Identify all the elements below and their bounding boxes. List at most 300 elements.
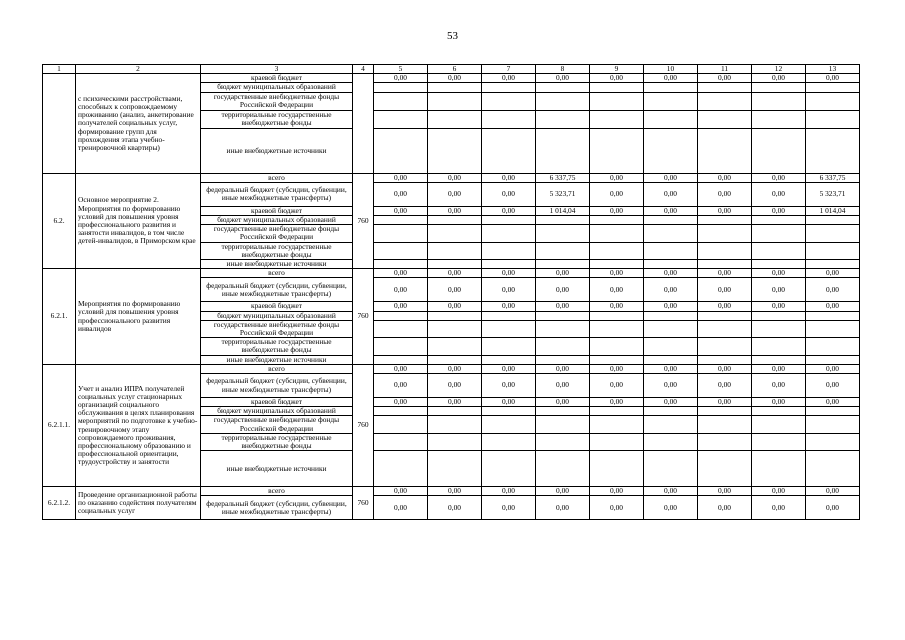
amount-cell: 0,00 [374,173,428,182]
amount-cell: 0,00 [698,173,752,182]
empty-cell [536,216,590,225]
page-number: 53 [447,30,458,42]
amount-cell: 0,00 [644,206,698,215]
empty-cell [590,311,644,320]
amount-cell: 0,00 [752,278,806,302]
empty-cell [806,320,860,337]
empty-cell [482,433,536,450]
empty-cell [536,225,590,242]
amount-cell: 0,00 [806,398,860,407]
amount-cell: 0,00 [752,496,806,520]
empty-cell [590,216,644,225]
amount-cell: 0,00 [590,74,644,83]
amount-cell: 0,00 [644,364,698,373]
budget-table [42,64,860,520]
amount-cell: 0,00 [698,278,752,302]
amount-cell: 0,00 [752,269,806,278]
funding-source: федеральный бюджет (субсидии, субвенции, иные межбюджетные трансферты) [201,496,353,520]
funding-source: бюджет муниципальных образований [201,216,353,225]
amount-cell: 0,00 [698,206,752,215]
measure-number [43,74,76,173]
amount-cell: 0,00 [428,374,482,398]
empty-cell [536,92,590,110]
measure-name: Мероприятия по формированию условий для повышения уровня профессионального развития инвалидов [76,269,201,365]
empty-cell [482,338,536,355]
empty-cell [698,311,752,320]
amount-cell: 0,00 [752,364,806,373]
empty-cell [482,416,536,433]
measure-name: Учет и анализ ИПРА получателей социальных услуг стационарных организаций социального обслуживания в целях планирования мероприятий по подготовке к учебно-тренировочному этапу сопровождаемого проживания, профессиональному образованию и профессиональной ориентации, трудоустройству и занятости [76,364,201,486]
empty-cell [590,433,644,450]
funding-source: краевой бюджет [201,74,353,83]
empty-cell [698,216,752,225]
amount-cell: 0,00 [752,302,806,311]
empty-cell [644,83,698,92]
amount-cell: 0,00 [482,374,536,398]
table-row [43,487,860,496]
empty-cell [698,83,752,92]
amount-cell: 0,00 [536,278,590,302]
measure-name: с психическими расстройствами, способных к сопровождаемому проживанию (анализ, анкетирование получателей социальных услуг, формирование групп для прохождения этапа учебно-тренировочной квартиры) [76,74,201,173]
amount-cell: 0,00 [374,496,428,520]
empty-cell [644,320,698,337]
amount-cell: 0,00 [374,487,428,496]
amount-cell: 0,00 [428,269,482,278]
amount-cell: 0,00 [698,182,752,206]
funding-source: бюджет муниципальных образований [201,407,353,416]
empty-cell [698,128,752,173]
empty-cell [806,451,860,487]
amount-cell: 0,00 [698,269,752,278]
empty-cell [374,92,428,110]
funding-source: всего [201,487,353,496]
funding-source: иные внебюджетные источники [201,355,353,364]
column-header: 11 [698,65,752,74]
empty-cell [536,338,590,355]
amount-cell: 0,00 [374,302,428,311]
amount-cell: 0,00 [536,496,590,520]
empty-cell [374,451,428,487]
empty-cell [374,242,428,259]
amount-cell: 0,00 [374,206,428,215]
table-row [43,173,860,182]
empty-cell [752,311,806,320]
amount-cell: 0,00 [698,74,752,83]
department-code: 760 [353,487,374,520]
empty-cell [428,338,482,355]
empty-cell [482,355,536,364]
empty-cell [374,433,428,450]
column-header: 3 [201,65,353,74]
amount-cell: 0,00 [644,74,698,83]
amount-cell: 6 337,75 [536,173,590,182]
empty-cell [752,92,806,110]
empty-cell [644,433,698,450]
column-header: 7 [482,65,536,74]
amount-cell: 0,00 [590,487,644,496]
funding-source: краевой бюджет [201,302,353,311]
amount-cell: 0,00 [374,364,428,373]
empty-cell [536,451,590,487]
empty-cell [536,355,590,364]
funding-source: федеральный бюджет (субсидии, субвенции, иные межбюджетные трансферты) [201,278,353,302]
table-row [43,74,860,83]
amount-cell: 0,00 [752,398,806,407]
empty-cell [752,225,806,242]
department-code: 760 [353,364,374,486]
amount-cell: 0,00 [752,487,806,496]
empty-cell [752,355,806,364]
amount-cell: 0,00 [536,74,590,83]
empty-cell [698,110,752,128]
empty-cell [752,433,806,450]
amount-cell: 0,00 [428,364,482,373]
amount-cell: 0,00 [698,487,752,496]
empty-cell [806,225,860,242]
empty-cell [374,83,428,92]
empty-cell [590,338,644,355]
measure-number: 6.2.1. [43,269,76,365]
empty-cell [374,407,428,416]
amount-cell: 0,00 [482,302,536,311]
amount-cell: 0,00 [482,487,536,496]
funding-source: федеральный бюджет (субсидии, субвенции, иные межбюджетные трансферты) [201,182,353,206]
empty-cell [698,416,752,433]
empty-cell [644,225,698,242]
empty-cell [806,311,860,320]
empty-cell [590,92,644,110]
empty-cell [644,128,698,173]
empty-cell [698,451,752,487]
column-header: 6 [428,65,482,74]
measure-name: Основное мероприятие 2. Мероприятия по формированию условий для повышения уровня профессионального развития и занятости инвалидов, в том числе детей-инвалидов, в Приморском крае [76,173,201,269]
amount-cell: 0,00 [752,206,806,215]
empty-cell [374,355,428,364]
empty-cell [806,260,860,269]
empty-cell [590,128,644,173]
empty-cell [806,416,860,433]
amount-cell: 0,00 [590,302,644,311]
empty-cell [428,110,482,128]
funding-source: иные внебюджетные источники [201,260,353,269]
empty-cell [482,216,536,225]
funding-source: территориальные государственные внебюджетные фонды [201,338,353,355]
empty-cell [698,407,752,416]
funding-source: краевой бюджет [201,398,353,407]
amount-cell: 0,00 [536,269,590,278]
amount-cell: 0,00 [428,206,482,215]
funding-source: всего [201,364,353,373]
amount-cell: 0,00 [482,398,536,407]
empty-cell [428,260,482,269]
empty-cell [644,451,698,487]
column-header: 2 [76,65,201,74]
amount-cell: 0,00 [590,182,644,206]
column-header: 8 [536,65,590,74]
empty-cell [644,216,698,225]
empty-cell [590,225,644,242]
empty-cell [374,311,428,320]
amount-cell: 0,00 [644,496,698,520]
empty-cell [482,451,536,487]
amount-cell: 0,00 [374,74,428,83]
amount-cell: 0,00 [428,173,482,182]
empty-cell [536,260,590,269]
measure-number: 6.2.1.1. [43,364,76,486]
empty-cell [806,216,860,225]
empty-cell [428,311,482,320]
empty-cell [698,355,752,364]
amount-cell: 0,00 [590,173,644,182]
empty-cell [644,260,698,269]
amount-cell: 0,00 [536,487,590,496]
empty-cell [374,128,428,173]
funding-source: бюджет муниципальных образований [201,83,353,92]
empty-cell [374,110,428,128]
empty-cell [752,260,806,269]
empty-cell [644,355,698,364]
column-header: 1 [43,65,76,74]
amount-cell: 0,00 [698,398,752,407]
measure-number: 6.2.1.2. [43,487,76,520]
funding-source: государственные внебюджетные фонды Российской Федерации [201,320,353,337]
empty-cell [806,128,860,173]
amount-cell: 0,00 [482,173,536,182]
funding-source: краевой бюджет [201,206,353,215]
empty-cell [428,242,482,259]
amount-cell: 0,00 [428,487,482,496]
empty-cell [536,83,590,92]
empty-cell [374,225,428,242]
empty-cell [482,225,536,242]
amount-cell: 0,00 [806,364,860,373]
amount-cell: 0,00 [644,302,698,311]
empty-cell [644,311,698,320]
amount-cell: 0,00 [590,364,644,373]
empty-cell [536,320,590,337]
empty-cell [698,225,752,242]
amount-cell: 0,00 [752,173,806,182]
amount-cell: 0,00 [536,398,590,407]
empty-cell [590,260,644,269]
column-header: 4 [353,65,374,74]
amount-cell: 5 323,71 [806,182,860,206]
empty-cell [536,128,590,173]
empty-cell [806,355,860,364]
empty-cell [536,433,590,450]
empty-cell [590,320,644,337]
department-code: 760 [353,173,374,269]
empty-cell [806,242,860,259]
amount-cell: 0,00 [806,374,860,398]
empty-cell [698,260,752,269]
empty-cell [428,92,482,110]
amount-cell: 0,00 [644,374,698,398]
amount-cell: 0,00 [644,398,698,407]
amount-cell: 0,00 [752,182,806,206]
funding-source: иные внебюджетные источники [201,451,353,487]
amount-cell: 0,00 [482,182,536,206]
empty-cell [752,407,806,416]
amount-cell: 0,00 [752,374,806,398]
empty-cell [752,416,806,433]
amount-cell: 0,00 [536,302,590,311]
empty-cell [752,110,806,128]
empty-cell [752,83,806,92]
empty-cell [698,433,752,450]
empty-cell [644,407,698,416]
amount-cell: 0,00 [698,496,752,520]
empty-cell [428,451,482,487]
funding-source: территориальные государственные внебюджетные фонды [201,110,353,128]
amount-cell: 0,00 [590,496,644,520]
empty-cell [374,216,428,225]
amount-cell: 0,00 [482,74,536,83]
column-header: 12 [752,65,806,74]
measure-name: Проведение организационной работы по оказанию содействия получателям социальных услуг [76,487,201,520]
empty-cell [590,355,644,364]
amount-cell: 0,00 [482,496,536,520]
amount-cell: 0,00 [482,269,536,278]
amount-cell: 0,00 [806,74,860,83]
empty-cell [698,338,752,355]
empty-cell [428,355,482,364]
amount-cell: 0,00 [374,182,428,206]
amount-cell: 0,00 [590,278,644,302]
empty-cell [428,225,482,242]
amount-cell: 0,00 [428,302,482,311]
amount-cell: 0,00 [536,374,590,398]
empty-cell [536,416,590,433]
empty-cell [590,110,644,128]
funding-source: бюджет муниципальных образований [201,311,353,320]
funding-source: государственные внебюджетные фонды Российской Федерации [201,225,353,242]
empty-cell [428,83,482,92]
empty-cell [428,320,482,337]
amount-cell: 5 323,71 [536,182,590,206]
empty-cell [590,407,644,416]
empty-cell [482,260,536,269]
amount-cell: 0,00 [644,182,698,206]
empty-cell [644,338,698,355]
empty-cell [482,311,536,320]
amount-cell: 1 014,04 [536,206,590,215]
empty-cell [482,407,536,416]
column-header: 9 [590,65,644,74]
amount-cell: 0,00 [590,374,644,398]
empty-cell [536,242,590,259]
empty-cell [374,260,428,269]
empty-cell [644,242,698,259]
amount-cell: 0,00 [644,487,698,496]
amount-cell: 0,00 [590,398,644,407]
amount-cell: 0,00 [428,74,482,83]
amount-cell: 0,00 [428,278,482,302]
empty-cell [806,338,860,355]
amount-cell: 1 014,04 [806,206,860,215]
amount-cell: 0,00 [374,269,428,278]
amount-cell: 6 337,75 [806,173,860,182]
empty-cell [482,128,536,173]
amount-cell: 0,00 [428,496,482,520]
amount-cell: 0,00 [806,269,860,278]
amount-cell: 0,00 [698,302,752,311]
empty-cell [806,92,860,110]
empty-cell [590,242,644,259]
empty-cell [752,338,806,355]
empty-cell [752,242,806,259]
funding-source: всего [201,173,353,182]
empty-cell [428,416,482,433]
amount-cell: 0,00 [752,74,806,83]
empty-cell [374,338,428,355]
empty-cell [806,110,860,128]
empty-cell [752,320,806,337]
measure-number: 6.2. [43,173,76,269]
empty-cell [698,242,752,259]
empty-cell [644,416,698,433]
empty-cell [428,216,482,225]
funding-source: территориальные государственные внебюджетные фонды [201,242,353,259]
funding-source: федеральный бюджет (субсидии, субвенции, иные межбюджетные трансферты) [201,374,353,398]
amount-cell: 0,00 [644,278,698,302]
amount-cell: 0,00 [590,269,644,278]
funding-source: государственные внебюджетные фонды Российской Федерации [201,92,353,110]
amount-cell: 0,00 [806,487,860,496]
header-row [43,65,860,74]
amount-cell: 0,00 [374,374,428,398]
empty-cell [806,433,860,450]
amount-cell: 0,00 [806,302,860,311]
empty-cell [752,451,806,487]
empty-cell [482,242,536,259]
empty-cell [374,416,428,433]
amount-cell: 0,00 [644,269,698,278]
amount-cell: 0,00 [644,173,698,182]
empty-cell [752,216,806,225]
empty-cell [806,83,860,92]
amount-cell: 0,00 [806,496,860,520]
amount-cell: 0,00 [698,374,752,398]
amount-cell: 0,00 [482,206,536,215]
empty-cell [806,407,860,416]
department-code: 760 [353,269,374,365]
table-row [43,364,860,373]
column-header: 13 [806,65,860,74]
empty-cell [752,128,806,173]
empty-cell [428,407,482,416]
empty-cell [536,311,590,320]
empty-cell [374,320,428,337]
amount-cell: 0,00 [536,364,590,373]
empty-cell [536,407,590,416]
funding-source: всего [201,269,353,278]
column-header: 10 [644,65,698,74]
empty-cell [536,110,590,128]
empty-cell [482,83,536,92]
amount-cell: 0,00 [482,364,536,373]
funding-source: государственные внебюджетные фонды Российской Федерации [201,416,353,433]
amount-cell: 0,00 [806,278,860,302]
amount-cell: 0,00 [482,278,536,302]
empty-cell [590,451,644,487]
amount-cell: 0,00 [374,278,428,302]
table-row [43,269,860,278]
empty-cell [644,92,698,110]
department-code [353,74,374,173]
amount-cell: 0,00 [428,182,482,206]
funding-source: иные внебюджетные источники [201,128,353,173]
